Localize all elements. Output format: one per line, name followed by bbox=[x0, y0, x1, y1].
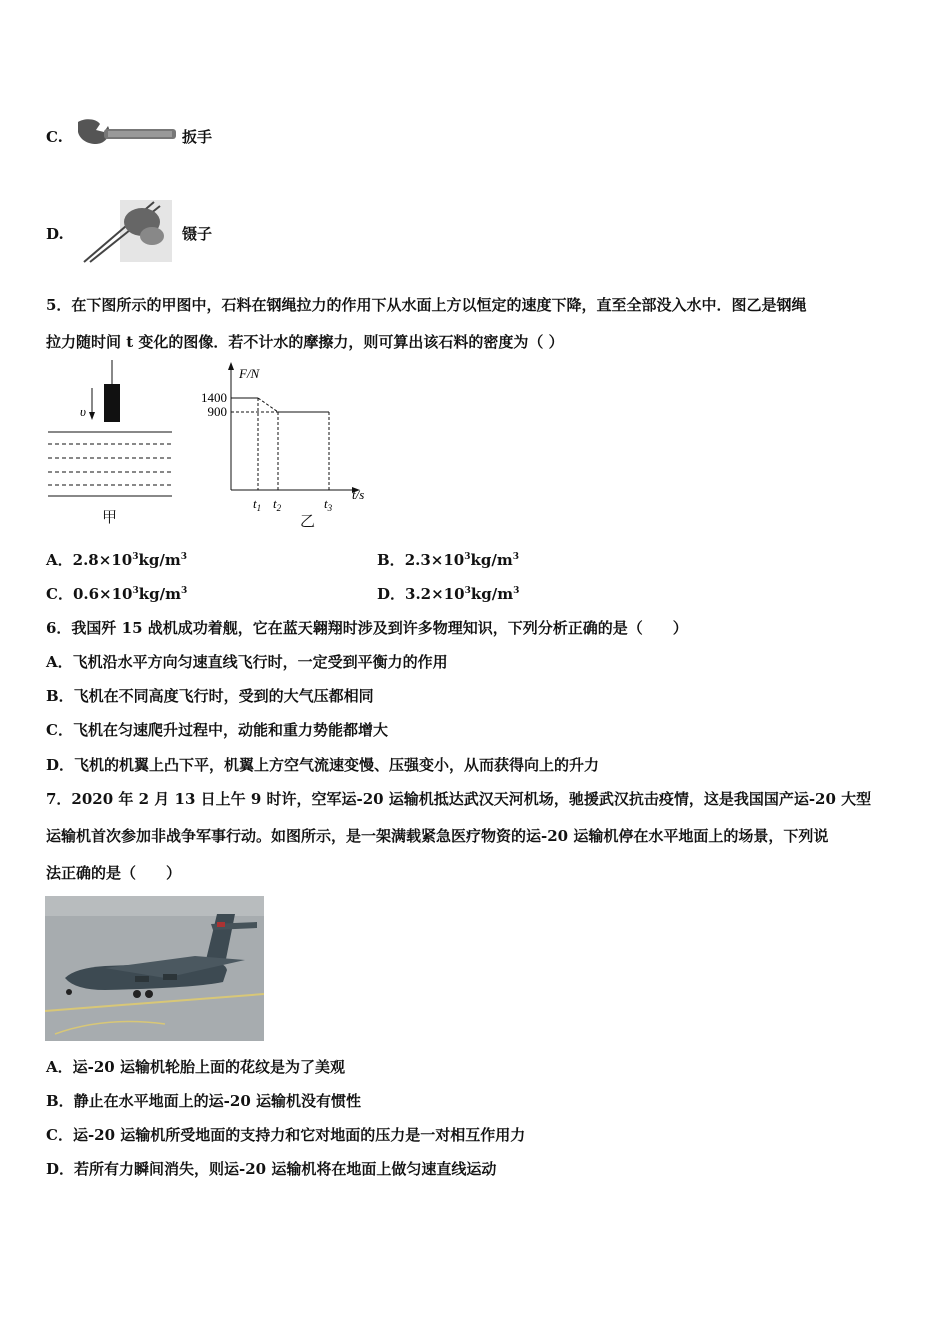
stone-block bbox=[104, 384, 120, 422]
q5-option-a[interactable]: A．$2.8\times 10^3kg/m^3$ bbox=[46, 551, 187, 569]
q5-option-b[interactable]: B．$2.3\times 10^3kg/m^3$ bbox=[377, 551, 519, 569]
x-tick-t1: $t_1$ bbox=[253, 496, 262, 513]
q7-option-d[interactable]: D．若所有力瞬间消失，则运-20 运输机将在地面上做匀速直线运动 bbox=[46, 1160, 497, 1178]
figure-jia bbox=[44, 360, 176, 502]
q5-stem-line1: 5．在下图所示的甲图中，石料在钢绳拉力的作用下从水面上方以恒定的速度下降，直至全部没入水中．图乙是钢绳 bbox=[46, 296, 807, 314]
y-tick-1400: 1400 bbox=[201, 390, 227, 405]
y-axis-label: F/N bbox=[239, 366, 260, 381]
q6-option-c[interactable]: C．飞机在匀速爬升过程中，动能和重力势能都增大 bbox=[46, 721, 388, 739]
q7-stem-line1: 7．2020 年 2 月 13 日上午 9 时许，空军运-20 运输机抵达武汉天河机场，驰援武汉抗击疫情，这是我国国产运-20 大型 bbox=[46, 790, 872, 808]
q5-option-c[interactable]: C．$0.6\times 10^3kg/m^3$ bbox=[46, 585, 188, 603]
q7-stem-line3: 法正确的是（ ） bbox=[46, 864, 182, 882]
option-d-label: 镊子 bbox=[182, 225, 213, 243]
figure-yi-caption: 乙 bbox=[300, 512, 316, 530]
velocity-label: υ bbox=[80, 404, 86, 419]
q7-option-c[interactable]: C．运-20 运输机所受地面的支持力和它对地面的压力是一对相互作用力 bbox=[46, 1126, 526, 1144]
q5-stem-line2: 拉力随时间 t 变化的图像．若不计水的摩擦力，则可算出该石料的密度为（ ） bbox=[46, 333, 564, 351]
option-c-label: 扳手 bbox=[182, 128, 213, 146]
q7-option-a[interactable]: A．运-20 运输机轮胎上面的花纹是为了美观 bbox=[46, 1058, 345, 1076]
q6-stem: 6．我国歼 15 战机成功着舰，它在蓝天翱翔时涉及到许多物理知识，下列分析正确的是（ ） bbox=[46, 619, 688, 637]
option-c-letter: C. bbox=[46, 128, 63, 146]
q7-stem-line2: 运输机首次参加非战争军事行动。如图所示，是一架满载紧急医疗物资的运-20 运输机停在水平地面上的场景，下列说 bbox=[46, 827, 829, 845]
force-time-chart bbox=[186, 362, 376, 522]
x-axis-label: t/s bbox=[352, 487, 365, 502]
force-segment-1 bbox=[258, 398, 278, 412]
y-tick-900: 900 bbox=[207, 404, 227, 419]
q5-option-d[interactable]: D．$3.2\times 10^3kg/m^3$ bbox=[377, 585, 520, 603]
tweezers-icon bbox=[80, 192, 176, 266]
wrench-icon bbox=[74, 116, 178, 152]
q6-option-b[interactable]: B．飞机在不同高度飞行时，受到的大气压都相同 bbox=[46, 687, 374, 705]
option-d-letter: D. bbox=[46, 225, 64, 243]
x-tick-t3: $t_3$ bbox=[324, 496, 333, 513]
x-tick-t2: $t_2$ bbox=[273, 496, 282, 513]
q7-option-b[interactable]: B．静止在水平地面上的运-20 运输机没有惯性 bbox=[46, 1092, 362, 1110]
q6-option-a[interactable]: A．飞机沿水平方向匀速直线飞行时，一定受到平衡力的作用 bbox=[46, 653, 448, 671]
figure-jia-caption: 甲 bbox=[102, 508, 118, 526]
q6-option-d[interactable]: D．飞机的机翼上凸下平，机翼上方空气流速变慢、压强变小，从而获得向上的升力 bbox=[46, 756, 600, 774]
y20-aircraft-photo bbox=[45, 896, 264, 1041]
